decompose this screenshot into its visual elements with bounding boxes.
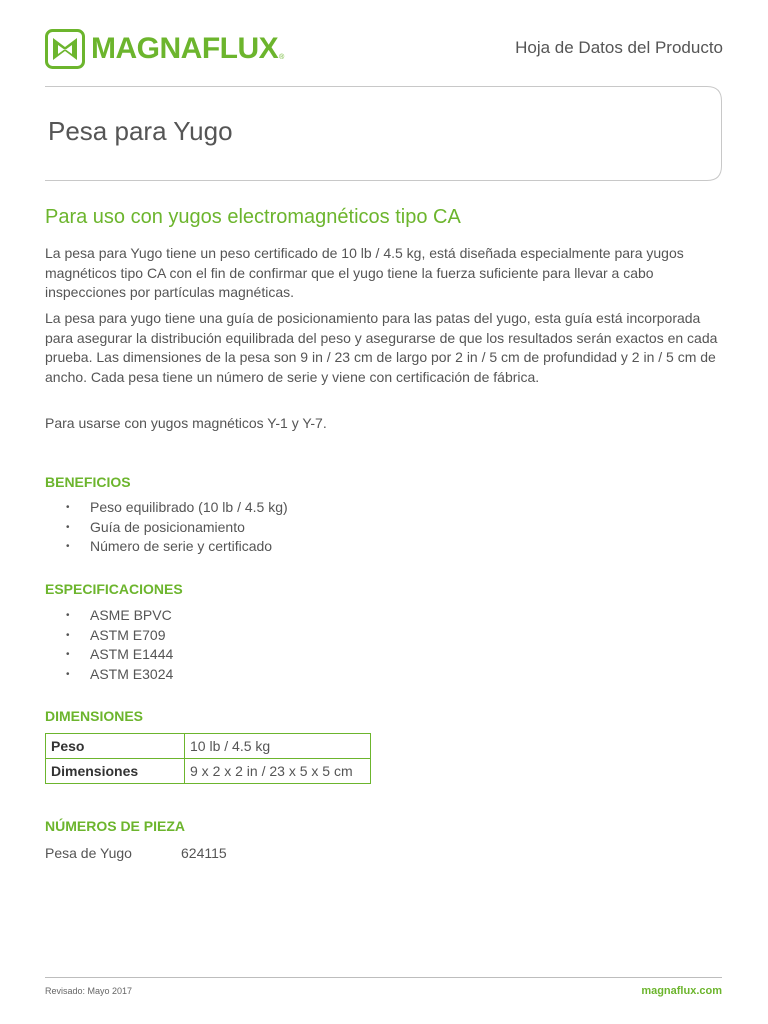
list-item: • Número de serie y certificado [66,537,288,557]
table-row [46,759,371,784]
part-number-row [45,845,227,861]
part-number: 624115 [181,845,227,861]
part-numbers-heading: NÚMEROS DE PIEZA [45,818,186,834]
table-row [46,734,371,759]
brand-trademark: ® [279,53,285,61]
benefits-list [66,498,288,557]
dimensions-table [45,733,371,784]
list-item: • ASTM E1444 [66,645,173,665]
specifications-list [66,606,173,685]
table-cell-label: Dimensiones [46,759,185,784]
dimensions-heading: DIMENSIONES [45,708,144,724]
subtitle: Para uso con yugos electromagnéticos tipo CA [45,206,461,228]
intro-paragraph-3: Para usarse con yugos magnéticos Y-1 y Y-7. [45,415,327,431]
document-type: Hoja de Datos del Producto [515,38,723,57]
footer-divider [45,977,722,978]
intro-paragraph-1: La pesa para Yugo tiene un peso certificado de 10 lb / 4.5 kg, está diseñada especialmente para yugos magnéticos tipo CA con el fin de confirmar que el yugo tiene la fuerza suficiente para llevar a cabo inspecciones por partículas magnéticas. [45,245,684,300]
list-item: • Guía de posicionamiento [66,518,288,538]
list-item: • Peso equilibrado (10 lb / 4.5 kg) [66,498,288,518]
benefits-heading: BENEFICIOS [45,474,131,490]
intro-paragraph-2: La pesa para yugo tiene una guía de posicionamiento para las patas del yugo, esta guía está incorporada para asegurar la distribución equilibrada del peso y asegurarse de que los resultados serán exactos en cada prueba. Las dimensiones de la pesa son 9 in / 23 cm de largo por 2 in / 5 cm de profundidad y 2 in / 5 cm de ancho. Cada pesa tiene un número de serie y viene con certificación de fábrica. [45,310,718,385]
page-title: Pesa para Yugo [48,116,233,146]
table-cell-value: 10 lb / 4.5 kg [185,734,371,759]
website-link[interactable]: magnaflux.com [641,985,722,997]
list-item: • ASTM E3024 [66,665,173,685]
brand-name: MAGNAFLUX [91,32,279,65]
part-name: Pesa de Yugo [45,845,132,861]
magnaflux-logo-icon [45,29,85,69]
revision-date: Revisado: Mayo 2017 [45,986,133,996]
brand-logo [45,29,284,69]
list-item: • ASTM E709 [66,626,173,646]
table-cell-value: 9 x 2 x 2 in / 23 x 5 x 5 cm [185,759,371,784]
list-item: • ASME BPVC [66,606,173,626]
table-cell-label: Peso [46,734,185,759]
specifications-heading: ESPECIFICACIONES [45,581,183,597]
